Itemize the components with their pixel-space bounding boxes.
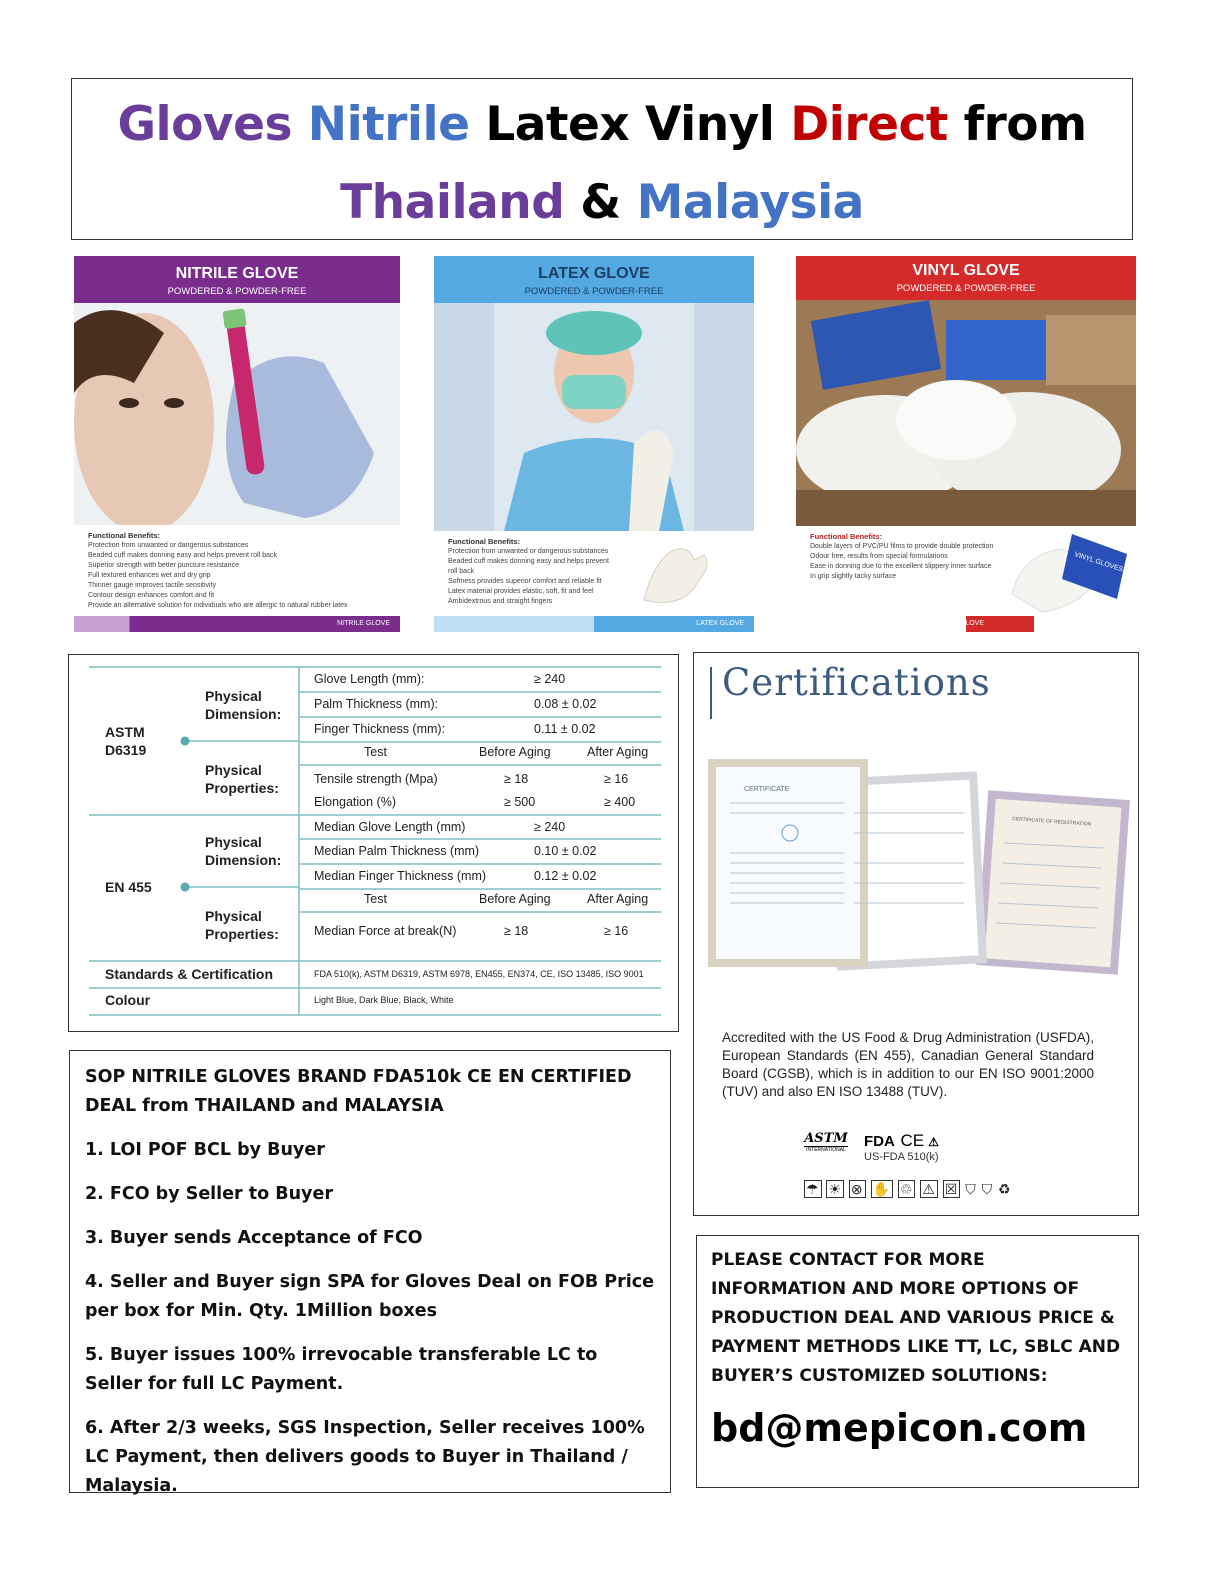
certifications-box (693, 652, 1139, 1216)
sop-box (69, 1050, 671, 1496)
spec-before: ≥ 18 (504, 772, 529, 786)
title-segment: Malaysia (636, 175, 864, 230)
astm-standard-label: ASTM D6319 (105, 724, 147, 758)
registration-doc-title: CERTIFICATE OF REGISTRATION (1011, 816, 1092, 828)
spec-value: ≥ 240 (534, 820, 566, 834)
benefit-item: Beaded cuff makes donning easy and helps prevent roll back (448, 558, 609, 575)
certifications-title: Certifications (722, 661, 991, 704)
fda-logo-text: FDA (864, 1133, 895, 1150)
sop-step: 1. LOI POF BCL by Buyer (85, 1140, 325, 1160)
spec-header-before: Before Aging (479, 745, 551, 759)
nurse-image (434, 303, 754, 531)
symbol-icon: ✋ (872, 1181, 891, 1197)
benefit-item: Ambidextrous and straight fingers (448, 598, 553, 605)
spec-label: Glove Length (mm): (314, 672, 425, 686)
latex-glove-panel (434, 256, 754, 632)
spec-after: ≥ 400 (604, 795, 636, 809)
spec-before: ≥ 18 (504, 924, 529, 938)
benefit-item: Thinner gauge improves tactile sensitivity (88, 582, 217, 589)
panel-benefits (434, 531, 632, 613)
certifications-description: Accredited with the US Food & Drug Administration (USFDA), European Standards (EN 455), Canadian General Standard Board (CGSB), which is in addition to our EN ISO 9001:2000 (TUV) and also EN ISO 13488 (TUV). (722, 1030, 1094, 1099)
benefit-item: Contour design enhances comfort and fit (88, 592, 215, 599)
title-segment: Gloves (117, 97, 308, 152)
panel-subtitle: POWDERED & POWDER-FREE (524, 286, 664, 297)
panel-footer (434, 616, 754, 632)
benefit-item: Latex material provides elastic, soft, fit and feel (448, 588, 594, 595)
title-banner (71, 78, 1133, 240)
symbol-icon: ⚠ (922, 1181, 936, 1197)
panel-header (796, 256, 1136, 300)
panel-footer-label: NITRILE GLOVE (337, 620, 390, 627)
sop-step: 5. Buyer issues 100% irrevocable transferable LC to Seller for full LC Payment. (85, 1345, 598, 1394)
benefits-title: Functional Benefits: (448, 537, 521, 546)
panel-subtitle: POWDERED & POWDER-FREE (167, 286, 307, 297)
contact-email-link[interactable]: bd@mepicon.com (711, 1406, 1088, 1450)
benefit-item: Softness provides superior comfort and reliable fit (448, 578, 602, 585)
en-dimension-label: Physical Dimension: (205, 834, 282, 868)
panel-footer (74, 616, 400, 632)
spec-after: ≥ 16 (604, 924, 629, 938)
spec-label: Tensile strength (Mpa) (314, 772, 438, 786)
title-segment: Nitrile (307, 97, 486, 152)
page-title-line-2 (72, 175, 1132, 231)
symbol-icon: ♻ (998, 1181, 1012, 1197)
benefit-item: Protection from unwanted or dangerous substances (88, 542, 249, 549)
nitrile-glove-panel (74, 256, 400, 632)
title-segment: Direct (790, 97, 964, 152)
title-accent-bar (710, 667, 712, 719)
spec-header-test: Test (364, 892, 387, 906)
astm-dimension-label: Physical Dimension: (205, 688, 282, 722)
spec-header-after: After Aging (587, 892, 649, 906)
colour-value: Light Blue, Dark Blue, Black, White (314, 995, 454, 1005)
benefit-item: Ease in donning due to the excellent slippery inner surface (810, 563, 992, 570)
spec-value: 0.08 ± 0.02 (534, 697, 597, 711)
svg-text:VINYL GLOVES: VINYL GLOVES (1073, 551, 1124, 574)
spec-label: Median Force at break(N) (314, 924, 457, 938)
benefit-item: Protection from unwanted or dangerous substances (448, 548, 609, 555)
benefits-title: Functional Benefits: (810, 532, 883, 541)
astm-logo-subtext: INTERNATIONAL (804, 1146, 848, 1153)
standards-label: Standards & Certification (105, 966, 274, 982)
vinyl-glove-panel (796, 256, 1136, 632)
symbol-icon: ☒ (944, 1181, 959, 1197)
panel-benefits (796, 526, 1014, 588)
contact-message: PLEASE CONTACT FOR MORE INFORMATION AND MORE OPTIONS OF PRODUCTION DEAL AND VARIOUS PRICE & PAYMENT METHODS LIKE TT, LC, SBLC AND BUYER’S CUSTOMIZED SOLUTIONS: (711, 1250, 1121, 1386)
woman-with-test-tube-image (74, 303, 400, 525)
panel-title: NITRILE GLOVE (175, 265, 299, 282)
warning-icon: ⚠ (928, 1135, 940, 1149)
colour-label: Colour (105, 992, 151, 1008)
spec-value: 0.11 ± 0.02 (534, 722, 596, 736)
sop-step: 6. After 2/3 weeks, SGS Inspection, Seller receives 100% LC Payment, then delivers goods to Buyer in Thailand / Malaysia. (85, 1418, 645, 1496)
spec-table (68, 654, 679, 1032)
symbol-icon: ☀ (828, 1181, 843, 1197)
page-title-line-1 (72, 97, 1132, 153)
spec-label: Finger Thickness (mm): (314, 722, 446, 736)
spec-label: Median Palm Thickness (mm) (314, 844, 480, 858)
panel-benefits (74, 525, 400, 617)
spec-header-test: Test (364, 745, 387, 759)
panel-title: VINYL GLOVE (912, 262, 1020, 279)
astm-logo-text: ASTM (804, 1131, 848, 1146)
vinyl-glove-photo (796, 300, 1136, 526)
certification-logos (804, 1129, 1104, 1199)
sop-step: 4. Seller and Buyer sign SPA for Gloves Deal on FOB Price per box for Min. Qty. 1Million boxes (85, 1272, 654, 1321)
panel-title: LATEX GLOVE (538, 265, 650, 282)
sop-step: 2. FCO by Seller to Buyer (85, 1184, 333, 1204)
symbol-icon: ☂ (806, 1181, 820, 1197)
certificates-image (694, 753, 1140, 993)
en-properties-label: Physical Properties: (205, 908, 279, 942)
spec-value: 0.10 ± 0.02 (534, 844, 597, 858)
panel-subtitle: POWDERED & POWDER-FREE (896, 283, 1036, 294)
spec-after: ≥ 16 (604, 772, 629, 786)
panel-header (434, 256, 754, 303)
spec-before: ≥ 500 (504, 795, 536, 809)
astm-properties-label: Physical Properties: (205, 762, 279, 796)
spec-value: ≥ 240 (534, 672, 566, 686)
certificate-doc-title: CERTIFICATE (744, 786, 790, 793)
symbol-icon: ⛉ (965, 1181, 977, 1197)
ce-mark: CE (900, 1131, 925, 1150)
spec-header-after: After Aging (587, 745, 649, 759)
sop-heading: SOP NITRILE GLOVES BRAND FDA510k CE EN CERTIFIED DEAL from THAILAND and MALAYSIA (85, 1067, 632, 1116)
panel-footer-label: VINYL GLOVE (937, 620, 985, 627)
standards-value: FDA 510(k), ASTM D6319, ASTM 6978, EN455, EN374, CE, ISO 13485, ISO 9001 (314, 969, 644, 979)
spec-label: Elongation (%) (314, 795, 396, 809)
sop-step: 3. Buyer sends Acceptance of FCO (85, 1228, 423, 1248)
spec-value: 0.12 ± 0.02 (534, 869, 597, 883)
vinyl-glove-box-image (1002, 524, 1132, 614)
spec-label: Median Glove Length (mm) (314, 820, 466, 834)
en-standard-label: EN 455 (105, 879, 152, 895)
fda-logo (864, 1131, 939, 1151)
benefit-item: Full textured enhances wet and dry grip (88, 572, 211, 579)
astm-logo (804, 1131, 848, 1153)
latex-glove-photo (434, 303, 754, 531)
title-segment: Thailand (340, 175, 565, 230)
spec-header-before: Before Aging (479, 892, 551, 906)
nitrile-glove-photo (74, 303, 400, 525)
usfda-510k-label: US-FDA 510(k) (864, 1151, 939, 1163)
benefit-item: Provide an alternative solution for individuals who are allergic to natural rubber latex (88, 602, 348, 609)
benefit-item: Beaded cuff makes donning easy and helps prevent roll back (88, 552, 277, 559)
benefit-item: In grip slightly tacky surface (810, 573, 896, 580)
symbol-icon: ⛉ (981, 1181, 994, 1197)
panel-footer-label: LATEX GLOVE (696, 620, 744, 627)
title-segment: & (564, 175, 637, 230)
title-segment: Latex Vinyl (485, 97, 791, 152)
contact-box (696, 1235, 1139, 1488)
benefits-title: Functional Benefits: (88, 531, 161, 540)
symbol-icon: ♲ (899, 1181, 914, 1197)
benefit-item: Double layers of PVC/PU films to provide double protection (810, 543, 994, 550)
spec-label: Median Finger Thickness (mm) (314, 869, 487, 883)
vinyl-gloves-boxes-image (796, 300, 1136, 526)
latex-glove-image (634, 540, 714, 610)
benefit-item: Superior strength with better puncture resistance (88, 562, 239, 569)
panel-header (74, 256, 400, 303)
symbol-icon: ⊗ (850, 1181, 864, 1197)
panel-footer (796, 616, 1136, 632)
spec-label: Palm Thickness (mm): (314, 697, 439, 711)
benefit-item: Odour free, results from special formulations (810, 553, 948, 560)
title-segment: from (963, 97, 1087, 152)
symbol-icons-row (804, 1181, 1012, 1198)
